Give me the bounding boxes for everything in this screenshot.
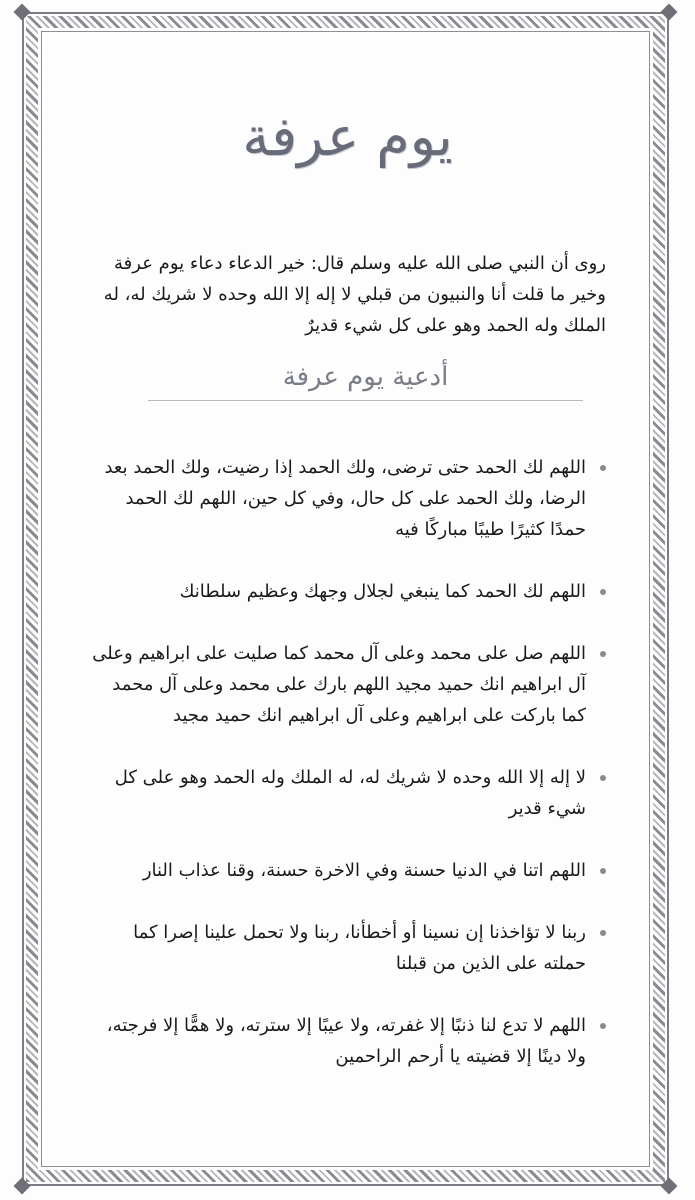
bullet-icon [600, 930, 606, 936]
heading-divider [148, 400, 583, 401]
dua-text: اللهم لا تدع لنا ذنبًا إلا غفرته، ولا عيبًا إلا سترته، ولا همًّا إلا فرجته، ولا دينًا إلا قضيته يا أرحم الراحمين [106, 1015, 586, 1067]
dua-text: اللهم لك الحمد كما ينبغي لجلال وجهك وعظيم سلطانك [179, 581, 586, 602]
dua-list [90, 452, 606, 1103]
dua-text: اللهم اتنا في الدنيا حسنة وفي الاخرة حسنة، وقنا عذاب النار [142, 860, 586, 881]
dua-item [90, 638, 606, 731]
dua-item [90, 452, 606, 545]
bullet-icon [600, 651, 606, 657]
intro-paragraph: روى أن النبي صلى الله عليه وسلم قال: خير الدعاء دعاء يوم عرفة وخير ما قلت أنا والنبيون من قبلي لا إله إلا الله وحده لا شريك له، له الملك وله الحمد وهو على كل شيء قديرٌ [103, 253, 606, 336]
dua-item [90, 1010, 606, 1072]
bullet-icon [600, 1023, 606, 1029]
dua-text: لا إله إلا الله وحده لا شريك له، له الملك وله الحمد وهو على كل شيء قدير [114, 767, 586, 819]
bullet-icon [600, 465, 606, 471]
section-heading-text: أدعية يوم عرفة [282, 362, 449, 392]
dua-text: ربنا لا تؤاخذنا إن نسينا أو أخطأنا، ربنا ولا تحمل علينا إصرا كما حملته على الذين من قبلنا [133, 922, 586, 974]
dua-item [90, 855, 606, 886]
bullet-icon [600, 868, 606, 874]
section-heading [148, 362, 583, 412]
dua-item [90, 576, 606, 607]
dua-text: اللهم لك الحمد حتى ترضى، ولك الحمد إذا رضيت، ولك الحمد بعد الرضا، ولك الحمد على كل حال، وفي كل حين، اللهم لك الحمد حمدًا كثيرًا طيبًا مباركًا فيه [104, 457, 586, 540]
dua-text: اللهم صل على محمد وعلى آل محمد كما صليت على ابراهيم وعلى آل ابراهيم انك حميد مجيد اللهم بارك على محمد وعلى آل محمد كما باركت على ابراهيم وعلى آل ابراهيم انك حميد مجيد [92, 643, 586, 726]
bullet-icon [600, 775, 606, 781]
bullet-icon [600, 589, 606, 595]
page-title: يوم عرفة [242, 105, 453, 168]
dua-item [90, 917, 606, 979]
dua-item [90, 762, 606, 824]
